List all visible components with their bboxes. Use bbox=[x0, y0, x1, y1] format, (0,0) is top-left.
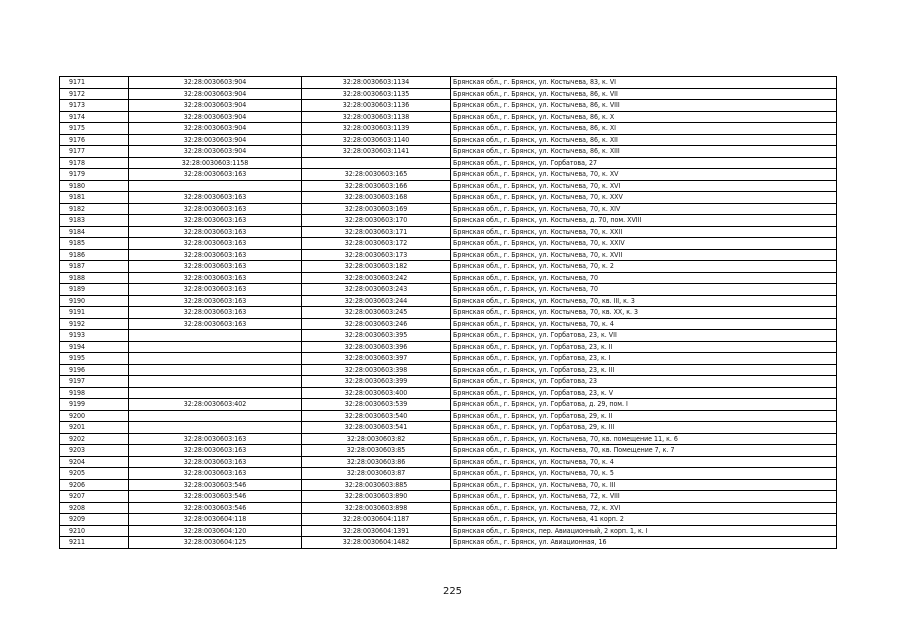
address-cell: Брянская обл., г. Брянск, ул. Костычева, 86, к. VIII bbox=[451, 100, 837, 112]
address-cell: Брянская обл., г. Брянск, ул. Костычева, 86, к. XI bbox=[451, 123, 837, 135]
table-row bbox=[60, 295, 837, 307]
address-cell: Брянская обл., г. Брянск, ул. Костычева, 70, к. XVI bbox=[451, 180, 837, 192]
parent-cadastral-number-cell: 32:28:0030603:163 bbox=[129, 226, 302, 238]
address-cell: Брянская обл., г. Брянск, ул. Костычева, 70, к. 5 bbox=[451, 468, 837, 480]
address-cell: Брянская обл., г. Брянск, ул. Костычева, д. 70, пом. XVIII bbox=[451, 215, 837, 227]
address-cell: Брянская обл., г. Брянск, ул. Горбатова, 29, к. II bbox=[451, 410, 837, 422]
cadastral-number-cell: 32:28:0030603:87 bbox=[302, 468, 451, 480]
parent-cadastral-number-cell: 32:28:0030603:546 bbox=[129, 479, 302, 491]
address-cell: Брянская обл., г. Брянск, ул. Костычева, 86, к. X bbox=[451, 111, 837, 123]
table-row bbox=[60, 307, 837, 319]
row-number-cell: 9187 bbox=[60, 261, 129, 273]
table-row bbox=[60, 134, 837, 146]
address-cell: Брянская обл., г. Брянск, ул. Горбатова, 23, к. III bbox=[451, 364, 837, 376]
cadastral-number-cell: 32:28:0030604:1187 bbox=[302, 514, 451, 526]
parent-cadastral-number-cell: 32:28:0030604:118 bbox=[129, 514, 302, 526]
address-cell: Брянская обл., г. Брянск, ул. Костычева, 70, к. XXIV bbox=[451, 238, 837, 250]
row-number-cell: 9172 bbox=[60, 88, 129, 100]
parent-cadastral-number-cell: 32:28:0030603:163 bbox=[129, 192, 302, 204]
address-cell: Брянская обл., г. Брянск, ул. Костычева, 70, к. XXII bbox=[451, 226, 837, 238]
address-cell: Брянская обл., г. Брянск, ул. Костычева, 70, к. XXV bbox=[451, 192, 837, 204]
row-number-cell: 9202 bbox=[60, 433, 129, 445]
table-row bbox=[60, 261, 837, 273]
address-cell: Брянская обл., г. Брянск, ул. Горбатова, 23, к. I bbox=[451, 353, 837, 365]
parent-cadastral-number-cell bbox=[129, 422, 302, 434]
cadastral-number-cell: 32:28:0030603:165 bbox=[302, 169, 451, 181]
address-cell: Брянская обл., г. Брянск, ул. Костычева, 86, к. XII bbox=[451, 134, 837, 146]
parent-cadastral-number-cell: 32:28:0030603:904 bbox=[129, 111, 302, 123]
row-number-cell: 9189 bbox=[60, 284, 129, 296]
cadastral-number-cell: 32:28:0030603:242 bbox=[302, 272, 451, 284]
table-row bbox=[60, 100, 837, 112]
table-row bbox=[60, 238, 837, 250]
row-number-cell: 9193 bbox=[60, 330, 129, 342]
parent-cadastral-number-cell: 32:28:0030604:120 bbox=[129, 525, 302, 537]
row-number-cell: 9207 bbox=[60, 491, 129, 503]
row-number-cell: 9182 bbox=[60, 203, 129, 215]
address-cell: Брянская обл., г. Брянск, ул. Горбатова, 27 bbox=[451, 157, 837, 169]
cadastral-number-cell: 32:28:0030603:1139 bbox=[302, 123, 451, 135]
cadastral-number-cell: 32:28:0030603:86 bbox=[302, 456, 451, 468]
table-row bbox=[60, 318, 837, 330]
cadastral-number-cell: 32:28:0030603:398 bbox=[302, 364, 451, 376]
row-number-cell: 9208 bbox=[60, 502, 129, 514]
table-row bbox=[60, 502, 837, 514]
table-row bbox=[60, 537, 837, 549]
parent-cadastral-number-cell bbox=[129, 330, 302, 342]
cadastral-number-cell: 32:28:0030603:168 bbox=[302, 192, 451, 204]
row-number-cell: 9191 bbox=[60, 307, 129, 319]
address-cell: Брянская обл., г. Брянск, ул. Авиационная, 16 bbox=[451, 537, 837, 549]
cadastral-number-cell: 32:28:0030603:182 bbox=[302, 261, 451, 273]
address-cell: Брянская обл., г. Брянск, ул. Костычева, 70 bbox=[451, 272, 837, 284]
row-number-cell: 9180 bbox=[60, 180, 129, 192]
row-number-cell: 9194 bbox=[60, 341, 129, 353]
row-number-cell: 9181 bbox=[60, 192, 129, 204]
row-number-cell: 9176 bbox=[60, 134, 129, 146]
table-row bbox=[60, 146, 837, 158]
parent-cadastral-number-cell: 32:28:0030603:904 bbox=[129, 88, 302, 100]
parent-cadastral-number-cell: 32:28:0030603:163 bbox=[129, 284, 302, 296]
parent-cadastral-number-cell bbox=[129, 376, 302, 388]
table-row bbox=[60, 364, 837, 376]
parent-cadastral-number-cell bbox=[129, 410, 302, 422]
address-cell: Брянская обл., г. Брянск, ул. Костычева, 86, к. XIII bbox=[451, 146, 837, 158]
registry-table-body bbox=[60, 77, 837, 549]
table-row bbox=[60, 203, 837, 215]
cadastral-number-cell: 32:28:0030604:1482 bbox=[302, 537, 451, 549]
row-number-cell: 9190 bbox=[60, 295, 129, 307]
cadastral-number-cell: 32:28:0030603:395 bbox=[302, 330, 451, 342]
parent-cadastral-number-cell: 32:28:0030603:904 bbox=[129, 134, 302, 146]
parent-cadastral-number-cell: 32:28:0030603:163 bbox=[129, 261, 302, 273]
table-row bbox=[60, 353, 837, 365]
page-number: 225 bbox=[442, 586, 463, 597]
cadastral-number-cell: 32:28:0030603:890 bbox=[302, 491, 451, 503]
row-number-cell: 9173 bbox=[60, 100, 129, 112]
table-row bbox=[60, 525, 837, 537]
address-cell: Брянская обл., г. Брянск, ул. Горбатова, д. 29, пом. I bbox=[451, 399, 837, 411]
parent-cadastral-number-cell bbox=[129, 341, 302, 353]
parent-cadastral-number-cell: 32:28:0030603:1158 bbox=[129, 157, 302, 169]
parent-cadastral-number-cell: 32:28:0030604:125 bbox=[129, 537, 302, 549]
parent-cadastral-number-cell: 32:28:0030603:163 bbox=[129, 238, 302, 250]
parent-cadastral-number-cell: 32:28:0030603:163 bbox=[129, 249, 302, 261]
address-cell: Брянская обл., г. Брянск, ул. Костычева, 70, к. 2 bbox=[451, 261, 837, 273]
address-cell: Брянская обл., г. Брянск, ул. Костычева, 70, кв. XX, к. 3 bbox=[451, 307, 837, 319]
parent-cadastral-number-cell: 32:28:0030603:163 bbox=[129, 445, 302, 457]
address-cell: Брянская обл., г. Брянск, ул. Костычева, 70, кв. Помещение 7, к. 7 bbox=[451, 445, 837, 457]
row-number-cell: 9211 bbox=[60, 537, 129, 549]
cadastral-number-cell: 32:28:0030603:1140 bbox=[302, 134, 451, 146]
address-cell: Брянская обл., г. Брянск, ул. Костычева, 70, к. XV bbox=[451, 169, 837, 181]
parent-cadastral-number-cell bbox=[129, 353, 302, 365]
address-cell: Брянская обл., г. Брянск, ул. Костычева, 83, к. VI bbox=[451, 77, 837, 89]
address-cell: Брянская обл., г. Брянск, ул. Костычева, 70, к. XVII bbox=[451, 249, 837, 261]
table-row bbox=[60, 123, 837, 135]
row-number-cell: 9197 bbox=[60, 376, 129, 388]
cadastral-number-cell: 32:28:0030603:85 bbox=[302, 445, 451, 457]
address-cell: Брянская обл., г. Брянск, ул. Костычева, 72, к. VIII bbox=[451, 491, 837, 503]
row-number-cell: 9203 bbox=[60, 445, 129, 457]
row-number-cell: 9184 bbox=[60, 226, 129, 238]
table-row bbox=[60, 445, 837, 457]
row-number-cell: 9198 bbox=[60, 387, 129, 399]
table-row bbox=[60, 77, 837, 89]
table-row bbox=[60, 330, 837, 342]
address-cell: Брянская обл., г. Брянск, ул. Горбатова, 23, к. VII bbox=[451, 330, 837, 342]
row-number-cell: 9209 bbox=[60, 514, 129, 526]
cadastral-number-cell: 32:28:0030603:169 bbox=[302, 203, 451, 215]
address-cell: Брянская обл., г. Брянск, ул. Костычева, 70, кв. помещение 11, к. 6 bbox=[451, 433, 837, 445]
parent-cadastral-number-cell: 32:28:0030603:163 bbox=[129, 307, 302, 319]
cadastral-number-cell: 32:28:0030604:1391 bbox=[302, 525, 451, 537]
row-number-cell: 9188 bbox=[60, 272, 129, 284]
table-row bbox=[60, 111, 837, 123]
parent-cadastral-number-cell: 32:28:0030603:904 bbox=[129, 123, 302, 135]
address-cell: Брянская обл., г. Брянск, ул. Костычева, 70, к. XIV bbox=[451, 203, 837, 215]
parent-cadastral-number-cell: 32:28:0030603:163 bbox=[129, 468, 302, 480]
parent-cadastral-number-cell: 32:28:0030603:163 bbox=[129, 295, 302, 307]
address-cell: Брянская обл., г. Брянск, ул. Горбатова, 23, к. V bbox=[451, 387, 837, 399]
table-row bbox=[60, 192, 837, 204]
cadastral-number-cell: 32:28:0030603:1134 bbox=[302, 77, 451, 89]
row-number-cell: 9179 bbox=[60, 169, 129, 181]
row-number-cell: 9199 bbox=[60, 399, 129, 411]
table-row bbox=[60, 422, 837, 434]
cadastral-number-cell: 32:28:0030603:400 bbox=[302, 387, 451, 399]
cadastral-number-cell: 32:28:0030603:172 bbox=[302, 238, 451, 250]
row-number-cell: 9204 bbox=[60, 456, 129, 468]
row-number-cell: 9183 bbox=[60, 215, 129, 227]
table-row bbox=[60, 341, 837, 353]
cadastral-number-cell bbox=[302, 157, 451, 169]
row-number-cell: 9178 bbox=[60, 157, 129, 169]
cadastral-number-cell: 32:28:0030603:82 bbox=[302, 433, 451, 445]
row-number-cell: 9192 bbox=[60, 318, 129, 330]
cadastral-number-cell: 32:28:0030603:244 bbox=[302, 295, 451, 307]
parent-cadastral-number-cell: 32:28:0030603:904 bbox=[129, 146, 302, 158]
row-number-cell: 9206 bbox=[60, 479, 129, 491]
parent-cadastral-number-cell: 32:28:0030603:163 bbox=[129, 272, 302, 284]
row-number-cell: 9185 bbox=[60, 238, 129, 250]
row-number-cell: 9200 bbox=[60, 410, 129, 422]
parent-cadastral-number-cell: 32:28:0030603:904 bbox=[129, 100, 302, 112]
row-number-cell: 9195 bbox=[60, 353, 129, 365]
row-number-cell: 9174 bbox=[60, 111, 129, 123]
parent-cadastral-number-cell: 32:28:0030603:546 bbox=[129, 502, 302, 514]
table-row bbox=[60, 456, 837, 468]
address-cell: Брянская обл., г. Брянск, ул. Горбатова, 23 bbox=[451, 376, 837, 388]
cadastral-number-cell: 32:28:0030603:1141 bbox=[302, 146, 451, 158]
table-row bbox=[60, 88, 837, 100]
address-cell: Брянская обл., г. Брянск, ул. Костычева, 70, к. 4 bbox=[451, 318, 837, 330]
row-number-cell: 9175 bbox=[60, 123, 129, 135]
parent-cadastral-number-cell: 32:28:0030603:163 bbox=[129, 169, 302, 181]
cadastral-number-cell: 32:28:0030603:246 bbox=[302, 318, 451, 330]
parent-cadastral-number-cell: 32:28:0030603:163 bbox=[129, 318, 302, 330]
address-cell: Брянская обл., г. Брянск, ул. Костычева, 70, к. 4 bbox=[451, 456, 837, 468]
address-cell: Брянская обл., г. Брянск, ул. Костычева, 70 bbox=[451, 284, 837, 296]
row-number-cell: 9201 bbox=[60, 422, 129, 434]
address-cell: Брянская обл., г. Брянск, ул. Костычева, 41 корп. 2 bbox=[451, 514, 837, 526]
table-row bbox=[60, 491, 837, 503]
cadastral-number-cell: 32:28:0030603:396 bbox=[302, 341, 451, 353]
cadastral-number-cell: 32:28:0030603:539 bbox=[302, 399, 451, 411]
cadastral-number-cell: 32:28:0030603:898 bbox=[302, 502, 451, 514]
table-row bbox=[60, 169, 837, 181]
parent-cadastral-number-cell bbox=[129, 387, 302, 399]
cadastral-number-cell: 32:28:0030603:171 bbox=[302, 226, 451, 238]
table-row bbox=[60, 376, 837, 388]
registry-table bbox=[59, 76, 837, 549]
cadastral-number-cell: 32:28:0030603:1135 bbox=[302, 88, 451, 100]
table-row bbox=[60, 157, 837, 169]
parent-cadastral-number-cell: 32:28:0030603:402 bbox=[129, 399, 302, 411]
table-row bbox=[60, 215, 837, 227]
table-row bbox=[60, 387, 837, 399]
row-number-cell: 9196 bbox=[60, 364, 129, 376]
parent-cadastral-number-cell bbox=[129, 180, 302, 192]
parent-cadastral-number-cell: 32:28:0030603:546 bbox=[129, 491, 302, 503]
cadastral-number-cell: 32:28:0030603:170 bbox=[302, 215, 451, 227]
cadastral-number-cell: 32:28:0030603:243 bbox=[302, 284, 451, 296]
address-cell: Брянская обл., г. Брянск, ул. Костычева, 86, к. VII bbox=[451, 88, 837, 100]
row-number-cell: 9177 bbox=[60, 146, 129, 158]
address-cell: Брянская обл., г. Брянск, ул. Горбатова, 23, к. II bbox=[451, 341, 837, 353]
cadastral-number-cell: 32:28:0030603:397 bbox=[302, 353, 451, 365]
address-cell: Брянская обл., г. Брянск, ул. Костычева, 70, кв. III, к. 3 bbox=[451, 295, 837, 307]
row-number-cell: 9210 bbox=[60, 525, 129, 537]
address-cell: Брянская обл., г. Брянск, ул. Костычева, 70, к. III bbox=[451, 479, 837, 491]
table-row bbox=[60, 433, 837, 445]
table-row bbox=[60, 284, 837, 296]
parent-cadastral-number-cell: 32:28:0030603:904 bbox=[129, 77, 302, 89]
cadastral-number-cell: 32:28:0030603:245 bbox=[302, 307, 451, 319]
table-row bbox=[60, 479, 837, 491]
cadastral-number-cell: 32:28:0030603:885 bbox=[302, 479, 451, 491]
row-number-cell: 9171 bbox=[60, 77, 129, 89]
table-row bbox=[60, 226, 837, 238]
parent-cadastral-number-cell: 32:28:0030603:163 bbox=[129, 215, 302, 227]
table-row bbox=[60, 514, 837, 526]
cadastral-number-cell: 32:28:0030603:399 bbox=[302, 376, 451, 388]
table-row bbox=[60, 410, 837, 422]
cadastral-number-cell: 32:28:0030603:1138 bbox=[302, 111, 451, 123]
row-number-cell: 9205 bbox=[60, 468, 129, 480]
parent-cadastral-number-cell: 32:28:0030603:163 bbox=[129, 433, 302, 445]
table-row bbox=[60, 468, 837, 480]
cadastral-number-cell: 32:28:0030603:540 bbox=[302, 410, 451, 422]
parent-cadastral-number-cell: 32:28:0030603:163 bbox=[129, 456, 302, 468]
cadastral-number-cell: 32:28:0030603:1136 bbox=[302, 100, 451, 112]
cadastral-number-cell: 32:28:0030603:166 bbox=[302, 180, 451, 192]
table-row bbox=[60, 249, 837, 261]
address-cell: Брянская обл., г. Брянск, ул. Костычева, 72, к. XVI bbox=[451, 502, 837, 514]
cadastral-number-cell: 32:28:0030603:541 bbox=[302, 422, 451, 434]
parent-cadastral-number-cell bbox=[129, 364, 302, 376]
address-cell: Брянская обл., г. Брянск, ул. Горбатова, 29, к. III bbox=[451, 422, 837, 434]
address-cell: Брянская обл., г. Брянск, пер. Авиационный, 2 корп. 1, к. I bbox=[451, 525, 837, 537]
table-row bbox=[60, 399, 837, 411]
table-row bbox=[60, 180, 837, 192]
parent-cadastral-number-cell: 32:28:0030603:163 bbox=[129, 203, 302, 215]
table-row bbox=[60, 272, 837, 284]
row-number-cell: 9186 bbox=[60, 249, 129, 261]
cadastral-number-cell: 32:28:0030603:173 bbox=[302, 249, 451, 261]
